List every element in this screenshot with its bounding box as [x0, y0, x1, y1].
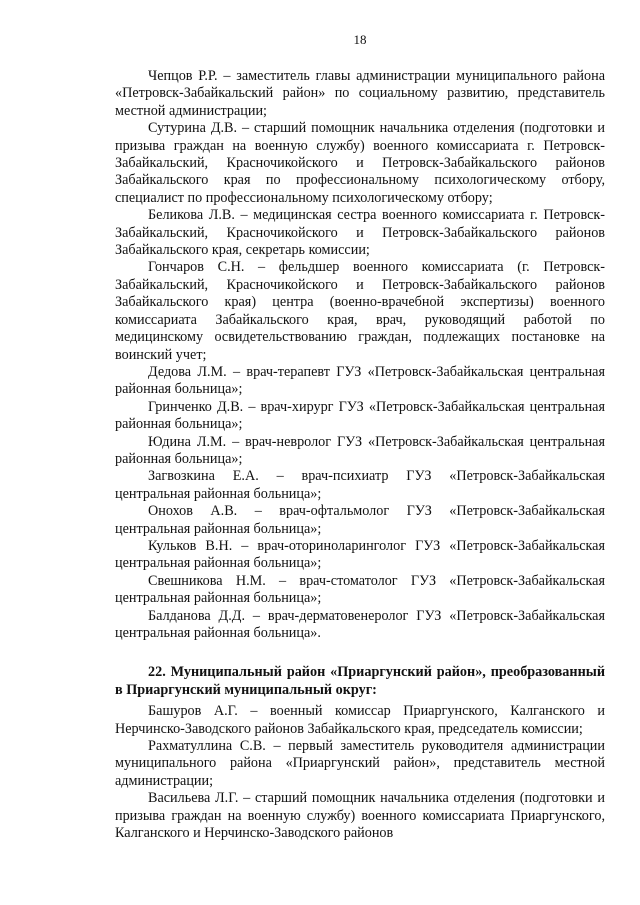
member-paragraph: Онохов А.В. – врач-офтальмолог ГУЗ «Петровск-Забайкальская центральная районная больница»;	[115, 503, 605, 537]
member-paragraph: Свешникова Н.М. – врач-стоматолог ГУЗ «Петровск-Забайкальская центральная районная больница»;	[115, 572, 605, 607]
member-paragraph: Дедова Л.М. – врач-терапевт ГУЗ «Петровск-Забайкальская центральная районная больница»;	[115, 363, 605, 398]
section-spacer	[115, 642, 605, 664]
member-paragraph: Беликова Л.В. – медицинская сестра военного комиссариата г. Петровск-Забайкальский, Красночикойского и Петровск-Забайкальского районов Забайкальского края, секретарь комиссии;	[115, 207, 605, 259]
section-heading: 22. Муниципальный район «Приаргунский район», преобразованный в Приаргунский муниципальный округ:	[115, 664, 605, 698]
document-page	[115, 32, 605, 842]
member-paragraph: Сутурина Д.В. – старший помощник начальника отделения (подготовки и призыва граждан на военную службу) военного комиссариата г. Петровск-Забайкальский, Красночикойского и Петровск-Забайкальского районов Забайкальского края по профессиональному психологическому отбору, специалист по профессиональному психологическому отбору;	[115, 120, 605, 206]
member-paragraph: Гончаров С.Н. – фельдшер военного комиссариата (г. Петровск-Забайкальский, Красночикойского и Петровск-Забайкальского районов Забайкальского края) центра (военно-врачебной экспертизы) военного комиссариата Забайкальского края, врач, руководящий работой по медицинскому освидетельствованию граждан, подлежащих постановке на воинский учет;	[115, 259, 605, 363]
section-22	[115, 664, 605, 842]
member-paragraph: Чепцов Р.Р. – заместитель главы администрации муниципального района «Петровск-Забайкальский район» по социальному развитию, представитель местной администрации;	[115, 68, 605, 119]
member-paragraph: Балданова Д.Д. – врач-дерматовенеролог ГУЗ «Петровск-Забайкальская центральная районная больница».	[115, 607, 605, 641]
member-paragraph: Рахматуллина С.В. – первый заместитель руководителя администрации муниципального района «Приаргунский район», представитель местной администрации;	[115, 738, 605, 789]
page-number: 18	[353, 32, 367, 47]
member-paragraph: Кульков В.Н. – врач-оториноларинголог ГУЗ «Петровск-Забайкальская центральная районная больница»;	[115, 537, 605, 572]
member-paragraph: Васильева Л.Г. – старший помощник начальника отделения (подготовки и призыва граждан на военную службу) военного комиссариата Приаргунского, Калганского и Нерчинско-Заводского районов	[115, 790, 605, 842]
member-paragraph: Юдина Л.М. – врач-невролог ГУЗ «Петровск-Забайкальская центральная районная больница»;	[115, 433, 605, 467]
commission-members-list	[115, 68, 605, 642]
member-paragraph: Загвозкина Е.А. – врач-психиатр ГУЗ «Петровск-Забайкальская центральная районная больница»;	[115, 468, 605, 502]
member-paragraph: Гринченко Д.В. – врач-хирург ГУЗ «Петровск-Забайкальская центральная районная больница»;	[115, 398, 605, 433]
member-paragraph: Башуров А.Г. – военный комиссар Приаргунского, Калганского и Нерчинско-Заводского районов Забайкальского края, председатель комиссии;	[115, 703, 605, 737]
